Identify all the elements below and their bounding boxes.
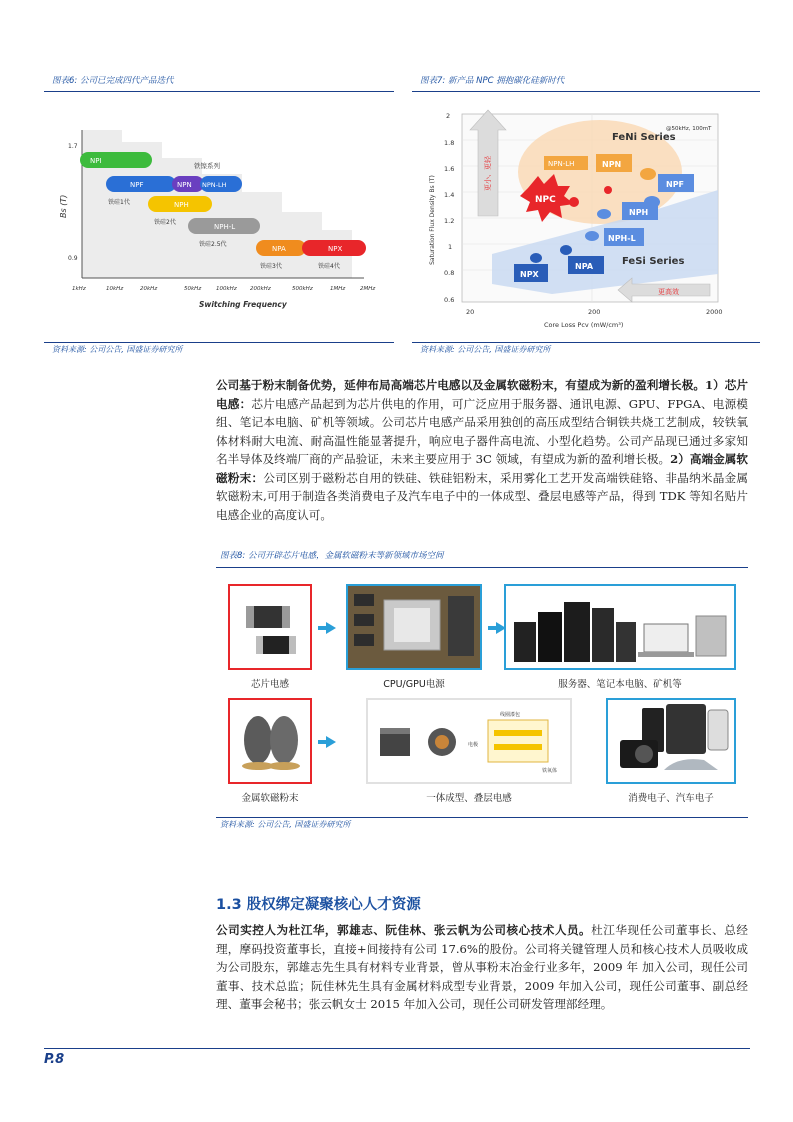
chip-inductor-image: [230, 586, 310, 668]
figure6-bottom-rule: [44, 342, 394, 343]
x-tick: 200: [588, 308, 601, 316]
x-tick: 500kHz: [292, 286, 313, 292]
figure6-source: 资料来源: 公司公告, 国盛证券研究所: [52, 345, 183, 354]
pill-npn: [172, 176, 204, 192]
note-fesi4: 铁硅4代: [318, 263, 340, 270]
arrow-right-icon: [326, 622, 336, 634]
servers-box: [504, 584, 736, 670]
figure7-source: 资料来源: 公司公告, 国盛证券研究所: [420, 345, 551, 354]
y-tick: 1.8: [444, 139, 455, 147]
diagram-label-electrode: 电极: [468, 742, 479, 748]
svg-text:NPA: NPA: [575, 262, 594, 271]
x-tick: 2000: [706, 308, 723, 316]
figure6-top-rule: [44, 91, 394, 92]
label-consumer: 消费电子、汽车电子: [628, 793, 714, 804]
diagram-label-ferrite: 铁氧体: [542, 768, 558, 774]
molded-inductor-box: [366, 698, 572, 784]
figure8-bottom-rule: [216, 817, 748, 818]
product-npf: [658, 174, 694, 192]
metal-powder-image: [230, 700, 310, 782]
figure6-x-title: Switching Frequency: [199, 300, 287, 309]
metal-powder-box: [228, 698, 312, 784]
x-tick: 20kHz: [140, 286, 158, 292]
pill-npa: [256, 240, 306, 256]
servers-image: [506, 586, 734, 668]
note-fesi1: 铁硅1代: [108, 199, 130, 206]
svg-text:NPC: NPC: [535, 195, 556, 205]
fesi-series-label: FeSi Series: [622, 256, 685, 267]
product-npx: [514, 264, 548, 282]
condition-label: @50kHz, 100mT: [666, 126, 712, 132]
svg-text:NPH-L: NPH-L: [214, 223, 236, 231]
label-chip-inductor: 芯片电感: [250, 679, 289, 690]
y-tick: 0.8: [444, 269, 455, 277]
x-tick: 1kHz: [72, 286, 86, 292]
diagram-label-coil: 线圈漆包: [500, 712, 521, 718]
svg-text:NPN: NPN: [177, 181, 192, 189]
label-metal-powder: 金属软磁粉末: [241, 793, 299, 804]
pill-npn-lh: [200, 176, 242, 192]
svg-text:NPI: NPI: [90, 157, 102, 165]
molded-inductor-image: [368, 700, 570, 782]
figure7-y-label: Saturation Flux Density Bs (T): [429, 175, 436, 265]
cpu-board-image: [348, 586, 480, 668]
figure8-diagram: [216, 572, 748, 812]
paragraph-shareholding: [216, 921, 748, 1014]
x-tick: 50kHz: [184, 286, 202, 292]
cpu-power-box: [346, 584, 482, 670]
note-fesi2: 铁硅2代: [154, 219, 176, 226]
part2-text: 公司区别于磁粉芯自用的铁硅、铁硅铝粉末，采用雾化工艺开发高端铁硅铬、非晶纳米晶金属软磁粉末,可用于制造各类消费电子及汽车电子中的一体成型、叠层电感等产品，得到 TDK 等知名贴片电感企业的高度认可。: [216, 470, 748, 522]
note-fesi25: 铁硅2.5代: [199, 241, 227, 248]
footer-rule: [44, 1048, 750, 1049]
figure7-caption: 图表7: 新产品 NPC 拥抱碳化硅新时代: [420, 76, 565, 86]
chip-inductor-box: [228, 584, 312, 670]
page-number: P.8: [44, 1052, 65, 1067]
nph-dot: [597, 209, 611, 219]
label-cpu-power: CPU/GPU电源: [383, 679, 445, 690]
x-tick: 20: [466, 308, 475, 316]
consumer-electronics-image: [608, 700, 734, 782]
y-tick: 0.6: [444, 296, 455, 304]
section-lead: 公司实控人为杜江华，郭雄志、阮佳林、张云帆为公司核心技术人员。: [216, 923, 592, 937]
npa-dot: [560, 245, 572, 255]
figure7-top-rule: [412, 91, 760, 92]
x-tick: 1MHz: [330, 286, 346, 292]
figure6-y-top: 1.7: [68, 143, 78, 150]
figure8-top-rule: [216, 567, 748, 568]
svg-text:NPH-L: NPH-L: [608, 234, 636, 243]
section-title: 1.3 股权绑定凝聚核心人才资源: [216, 897, 421, 913]
svg-text:更高效: 更高效: [658, 288, 679, 296]
arrow-right-icon: [326, 736, 336, 748]
svg-text:NPF: NPF: [130, 181, 144, 189]
section-text: 杜江华现任公司董事长、总经理，摩码投资董事长，直接+间接持有公司 17.6%的股份。公司将关键管理人员和核心技术人员吸收成为公司股东，郭雄志先生具有材料专业背景，曾从事粉末冶金行业多年，2009 年 加入公司，现任公司董事、技术总监；阮佳林先生具有金属材料成型专业背景，2009 年加入公司，现任公司董事、副总经理、董事会秘书；张云帆女士 2015 年加入公司，现任公司研发管理部经理。: [216, 923, 748, 1011]
svg-text:NPH: NPH: [629, 208, 649, 217]
part2-title: 2）高端金属软磁粉末：: [216, 452, 748, 485]
y-tick: 1.2: [444, 217, 455, 225]
x-tick: 10kHz: [106, 286, 124, 292]
figure6-chart: [44, 100, 394, 335]
note-fesi3: 铁硅3代: [260, 263, 282, 270]
x-tick: 2MHz: [360, 286, 376, 292]
y-tick: 1.4: [444, 191, 455, 199]
svg-text:NPX: NPX: [520, 270, 539, 279]
part1-title: 1）芯片电感：: [216, 378, 748, 411]
figure6-y-label: Bs (T): [59, 194, 68, 218]
svg-text:NPX: NPX: [328, 245, 343, 253]
pill-nph: [148, 196, 212, 212]
figure6-y-bottom: 0.9: [68, 255, 78, 262]
y-tick: 1: [448, 243, 453, 251]
svg-text:更小、更轻: 更小、更轻: [484, 156, 492, 191]
part1-text: 芯片电感产品起到为芯片供电的作用，可广泛应用于服务器、通讯电源、GPU、FPGA、电源模组、笔记本电脑、矿机等领域。公司芯片电感产品采用独创的高压成型结合铜铁共烧工艺制成，较铁氧体材料耐大电流、耐高温性能显著提升，响应电子器件高电流、小型化趋势。公司产品现已通过多家知名半导体及终端厂商的产品验证，未来主要应用于 3C 领域，有望成为新的盈利增长极。: [216, 396, 748, 466]
label-molded-inductor: 一体成型、叠层电感: [426, 793, 512, 804]
consumer-electronics-box: [606, 698, 736, 784]
npx-dot: [530, 253, 542, 263]
y-tick: 1.6: [444, 165, 455, 173]
svg-text:NPN-LH: NPN-LH: [202, 181, 227, 189]
figure7-chart: [429, 104, 732, 334]
nph-l-dot: [585, 231, 599, 241]
feni-series-label: FeNi Series: [612, 132, 676, 143]
figure8-caption: 图表8: 公司开辟芯片电感，金属软磁粉末等新领域市场空间: [220, 551, 444, 561]
npn-dot: [640, 168, 656, 180]
figure6-caption: 图表6: 公司已完成四代产品迭代: [52, 76, 174, 86]
figure7-x-label: Core Loss Pcv (mW/cm³): [544, 321, 624, 329]
product-npa: [568, 256, 604, 274]
npc-dot: [569, 197, 579, 207]
product-nph-l: [604, 228, 644, 246]
pill-npf: [106, 176, 176, 192]
svg-text:NPN: NPN: [602, 160, 622, 169]
y-tick: 2: [446, 112, 451, 120]
pill-nph-l: [188, 218, 260, 234]
product-npn: [596, 154, 632, 172]
svg-text:NPF: NPF: [666, 180, 685, 189]
paragraph-products: [216, 376, 748, 524]
pill-npx: [302, 240, 366, 256]
figure6-x-ticks: [72, 286, 375, 292]
product-npn-lh: [544, 156, 588, 170]
svg-text:NPH: NPH: [174, 201, 189, 209]
npc-dot-2: [604, 186, 612, 194]
product-nph: [622, 202, 658, 220]
x-tick: 100kHz: [216, 286, 237, 292]
svg-text:NPA: NPA: [272, 245, 286, 253]
paragraph-lead: 公司基于粉末制备优势，延伸布局高端芯片电感以及金属软磁粉末，有望成为新的盈利增长极。: [216, 378, 705, 392]
note-fenix: 铁镍系列: [194, 162, 220, 170]
x-tick: 200kHz: [250, 286, 271, 292]
pill-npi: [80, 152, 152, 168]
figure7-bottom-rule: [412, 342, 760, 343]
figure8-source: 资料来源: 公司公告, 国盛证券研究所: [220, 820, 351, 829]
label-servers: 服务器、笔记本电脑、矿机等: [558, 679, 682, 690]
svg-text:NPN-LH: NPN-LH: [548, 160, 575, 168]
